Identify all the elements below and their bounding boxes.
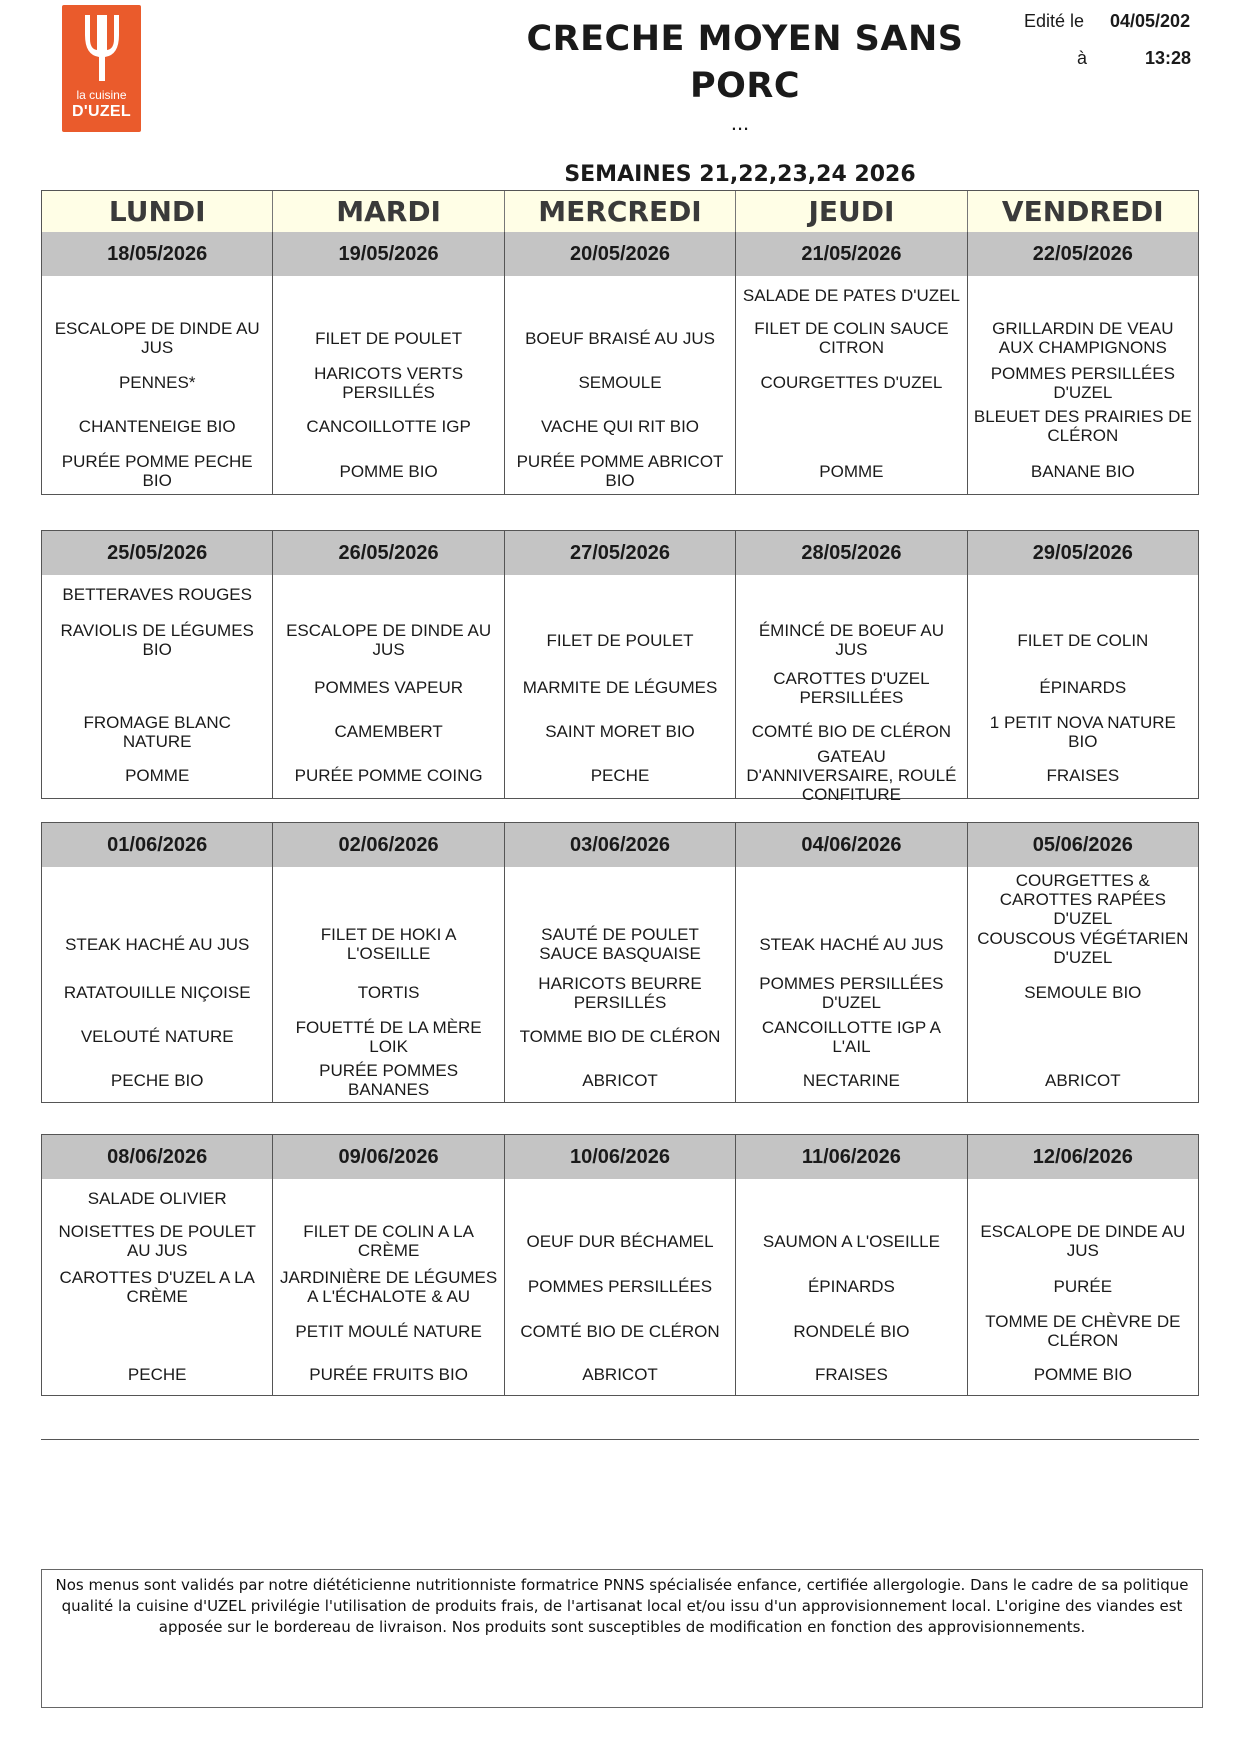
dairy: VACHE QUI RIT BIO xyxy=(540,416,700,436)
dessert: FRAISES xyxy=(815,1364,888,1384)
main-dish: ESCALOPE DE DINDE AU JUS xyxy=(980,1222,1186,1261)
starter xyxy=(273,1179,503,1219)
starter: SALADE DE PATES D'UZEL xyxy=(742,286,960,306)
dessert: PECHE BIO xyxy=(110,1070,204,1090)
day-date: 27/05/2026 xyxy=(505,531,735,575)
dairy: CHANTENEIGE BIO xyxy=(78,416,236,436)
dessert: PECHE xyxy=(127,1364,187,1384)
day-column-wednesday xyxy=(505,531,736,798)
main-dish: NOISETTES DE POULET AU JUS xyxy=(58,1222,256,1261)
side-dish: SEMOULE xyxy=(578,373,662,392)
week-block xyxy=(41,822,1199,1103)
starter: BETTERAVES ROUGES xyxy=(62,585,252,605)
dairy: PETIT MOULÉ NATURE xyxy=(295,1321,482,1341)
dessert: ABRICOT xyxy=(582,1364,658,1384)
day-date: 22/05/2026 xyxy=(968,232,1198,276)
side-dish xyxy=(42,666,272,710)
edited-time: 13:28 xyxy=(1145,48,1192,68)
starter xyxy=(505,276,735,316)
side-dish: HARICOTS BEURRE PERSILLÉS xyxy=(538,973,702,1012)
day-friday: VENDREDI xyxy=(1001,195,1164,228)
dairy: TOMME BIO DE CLÉRON xyxy=(519,1027,721,1047)
meal-cell-group xyxy=(736,867,966,971)
side-dish: POMMES VAPEUR xyxy=(314,678,464,698)
day-column-thursday xyxy=(736,823,967,1102)
starter: SALADE OLIVIER xyxy=(87,1189,227,1209)
dessert: POMME BIO xyxy=(339,461,438,481)
dairy: SAINT MORET BIO xyxy=(545,722,695,742)
dessert: NECTARINE xyxy=(802,1070,900,1090)
dairy: TOMME DE CHÈVRE DE CLÉRON xyxy=(985,1312,1181,1351)
starter xyxy=(273,276,503,316)
dessert: PURÉE POMMES BANANES xyxy=(319,1061,459,1100)
dessert: POMME xyxy=(819,461,884,481)
starter xyxy=(42,276,272,316)
day-column-monday xyxy=(42,823,273,1102)
side-dish: RATATOUILLE NIÇOISE xyxy=(63,983,251,1003)
weeks-subtitle: SEMAINES 21,22,23,24 2026 xyxy=(564,162,916,187)
dessert: BANANE BIO xyxy=(1030,461,1135,481)
dairy: BLEUET DES PRAIRIES DE CLÉRON xyxy=(973,407,1192,446)
main-dish: BOEUF BRAISÉ AU JUS xyxy=(525,328,715,348)
main-dish: FILET DE COLIN SAUCE CITRON xyxy=(754,319,949,358)
day-date: 11/06/2026 xyxy=(736,1135,966,1179)
side-dish: POMMES PERSILLÉES xyxy=(527,1277,713,1297)
starter: COURGETTES & CAROTTES RAPÉES D'UZEL xyxy=(999,871,1166,929)
logo-text-top: la cuisine xyxy=(76,88,127,102)
bottom-rule xyxy=(41,1439,1199,1440)
side-dish: COURGETTES D'UZEL xyxy=(760,373,943,392)
day-column-wednesday xyxy=(505,1135,736,1395)
starter xyxy=(968,276,1198,316)
main-dish: GRILLARDIN DE VEAU AUX CHAMPIGNONS xyxy=(992,319,1174,358)
main-dish: RAVIOLIS DE LÉGUMES BIO xyxy=(60,621,254,660)
dairy: COMTÉ BIO DE CLÉRON xyxy=(520,1321,720,1341)
day-column-tuesday xyxy=(273,232,504,494)
dairy xyxy=(736,404,966,448)
day-date: 18/05/2026 xyxy=(42,232,272,276)
dessert: POMME xyxy=(125,766,190,786)
main-dish: OEUF DUR BÉCHAMEL xyxy=(526,1231,714,1251)
day-column-monday xyxy=(42,1135,273,1395)
day-date: 05/06/2026 xyxy=(968,823,1198,867)
dairy: FROMAGE BLANC NATURE xyxy=(83,712,231,751)
side-dish: PENNES* xyxy=(118,373,196,392)
starter xyxy=(505,575,735,615)
day-column-monday xyxy=(42,232,273,494)
day-column-thursday xyxy=(736,1135,967,1395)
side-dish: ÉPINARDS xyxy=(1039,678,1127,698)
dairy: FOUETTÉ DE LA MÈRE LOIK xyxy=(295,1017,482,1056)
dairy: CANCOILLOTTE IGP A L'AIL xyxy=(761,1017,942,1056)
dessert: PURÉE POMME COING xyxy=(294,766,483,786)
day-column-wednesday xyxy=(505,823,736,1102)
weekday-header xyxy=(41,190,1199,232)
dessert: FRAISES xyxy=(1046,766,1120,786)
day-date: 03/06/2026 xyxy=(505,823,735,867)
dairy: VELOUTÉ NATURE xyxy=(80,1027,234,1047)
dessert: PURÉE POMME PECHE BIO xyxy=(61,452,253,491)
day-monday: LUNDI xyxy=(42,191,273,232)
starter xyxy=(736,575,966,615)
logo xyxy=(62,5,141,132)
main-dish: STEAK HACHÉ AU JUS xyxy=(65,934,250,954)
starter xyxy=(505,1179,735,1219)
main-dish: FILET DE HOKI A L'OSEILLE xyxy=(320,925,457,964)
main-dish: FILET DE POULET xyxy=(546,630,694,650)
side-dish: TORTIS xyxy=(357,983,420,1003)
starter xyxy=(968,575,1198,615)
meal-cell-group xyxy=(505,867,735,971)
dessert: ABRICOT xyxy=(582,1070,658,1090)
main-dish: FILET DE COLIN A LA CRÈME xyxy=(303,1222,474,1261)
main-dish: FILET DE COLIN xyxy=(1017,630,1149,650)
week-block xyxy=(41,530,1199,805)
dessert: PECHE xyxy=(590,766,650,786)
day-date: 12/06/2026 xyxy=(968,1135,1198,1179)
dairy: COMTÉ BIO DE CLÉRON xyxy=(751,721,952,741)
side-dish: MARMITE DE LÉGUMES xyxy=(522,678,718,698)
side-dish: CAROTTES D'UZEL PERSILLÉES xyxy=(773,668,930,707)
day-column-friday xyxy=(968,531,1198,798)
day-date: 10/06/2026 xyxy=(505,1135,735,1179)
main-dish: ÉMINCÉ DE BOEUF AU JUS xyxy=(758,621,944,660)
day-wednesday: MERCREDI xyxy=(505,191,736,232)
dairy: CANCOILLOTTE IGP xyxy=(306,416,471,436)
day-column-monday xyxy=(42,531,273,798)
side-dish: ÉPINARDS xyxy=(807,1277,895,1297)
day-date: 28/05/2026 xyxy=(736,531,966,575)
meal-cell-group xyxy=(273,867,503,971)
day-date: 29/05/2026 xyxy=(968,531,1198,575)
dairy xyxy=(42,1309,272,1354)
dessert: ABRICOT xyxy=(1045,1070,1121,1090)
dairy: RONDELÉ BIO xyxy=(793,1321,910,1341)
day-date: 20/05/2026 xyxy=(505,232,735,276)
week-block xyxy=(41,1134,1199,1396)
day-column-friday xyxy=(968,1135,1198,1395)
dessert: PURÉE FRUITS BIO xyxy=(309,1364,468,1384)
day-date: 26/05/2026 xyxy=(273,531,503,575)
day-date: 08/06/2026 xyxy=(42,1135,272,1179)
main-dish: STEAK HACHÉ AU JUS xyxy=(759,934,944,954)
day-thursday: JEUDI xyxy=(736,191,967,232)
day-column-tuesday xyxy=(273,1135,504,1395)
dairy: 1 PETIT NOVA NATURE BIO xyxy=(989,712,1176,751)
meal-cell-group xyxy=(42,867,272,971)
side-dish: JARDINIÈRE DE LÉGUMES A L'ÉCHALOTE & AU xyxy=(279,1267,498,1306)
dessert: PURÉE POMME ABRICOT BIO xyxy=(516,452,724,491)
footer-note: Nos menus sont validés par notre diététicienne nutritionniste formatrice PNNS spécialisée enfance, certifiée allergologie. Dans le cadre de sa politique qualité la cuisine d'UZEL privilégie l'utilisation de produits frais, de l'artisanat local et/ou issu d'un approvisionnement local. L'origine des viandes est apposée sur le bordereau de livraison. Nos produits sont susceptibles de modification en fonction des approvisionnements. xyxy=(41,1569,1203,1708)
day-tuesday: MARDI xyxy=(273,191,504,232)
day-column-thursday xyxy=(736,531,967,805)
day-column-wednesday xyxy=(505,232,736,494)
day-column-friday xyxy=(968,232,1198,494)
main-dish: COUSCOUS VÉGÉTARIEN D'UZEL xyxy=(977,929,1189,968)
dessert: POMME BIO xyxy=(1033,1364,1132,1384)
main-dish: SAUTÉ DE POULET SAUCE BASQUAISE xyxy=(539,925,701,964)
day-column-tuesday xyxy=(273,823,504,1102)
starter xyxy=(736,1179,966,1219)
logo-text-brand: D'UZEL xyxy=(72,103,131,120)
edited-label: Edité le xyxy=(1024,11,1085,31)
side-dish: POMMES PERSILLÉES D'UZEL xyxy=(759,973,944,1012)
side-dish: HARICOTS VERTS PERSILLÉS xyxy=(314,363,464,402)
starter xyxy=(968,1179,1198,1219)
main-dish: FILET DE POULET xyxy=(315,328,463,348)
day-date: 21/05/2026 xyxy=(736,232,966,276)
fork-icon xyxy=(80,15,123,81)
starter xyxy=(273,575,503,615)
main-dish: SAUMON A L'OSEILLE xyxy=(762,1231,940,1251)
dessert: GATEAU D'ANNIVERSAIRE, ROULÉ CONFITURE xyxy=(746,747,957,805)
side-dish: POMMES PERSILLÉES D'UZEL xyxy=(990,363,1175,402)
menu-title: CRECHE MOYEN SANS PORC xyxy=(526,19,964,106)
dairy: CAMEMBERT xyxy=(334,722,443,742)
day-date: 02/06/2026 xyxy=(273,823,503,867)
side-dish: PURÉE xyxy=(1053,1277,1113,1297)
dairy xyxy=(968,1015,1198,1059)
day-date: 25/05/2026 xyxy=(42,531,272,575)
side-dish: SEMOULE BIO xyxy=(1024,983,1142,1003)
day-date: 01/06/2026 xyxy=(42,823,272,867)
main-dish: ESCALOPE DE DINDE AU JUS xyxy=(286,621,492,660)
side-dish: CAROTTES D'UZEL A LA CRÈME xyxy=(59,1267,255,1306)
day-column-thursday xyxy=(736,232,967,494)
day-column-friday xyxy=(968,823,1198,1102)
day-date: 09/06/2026 xyxy=(273,1135,503,1179)
day-date: 04/06/2026 xyxy=(736,823,966,867)
day-date: 19/05/2026 xyxy=(273,232,503,276)
meal-cell-group xyxy=(968,867,1198,971)
week-block xyxy=(41,232,1199,495)
at-label: à xyxy=(1077,48,1088,68)
edited-date: 04/05/202 xyxy=(1110,11,1191,31)
title-ellipsis: ... xyxy=(730,110,750,135)
day-column-tuesday xyxy=(273,531,504,798)
main-dish: ESCALOPE DE DINDE AU JUS xyxy=(54,319,260,358)
